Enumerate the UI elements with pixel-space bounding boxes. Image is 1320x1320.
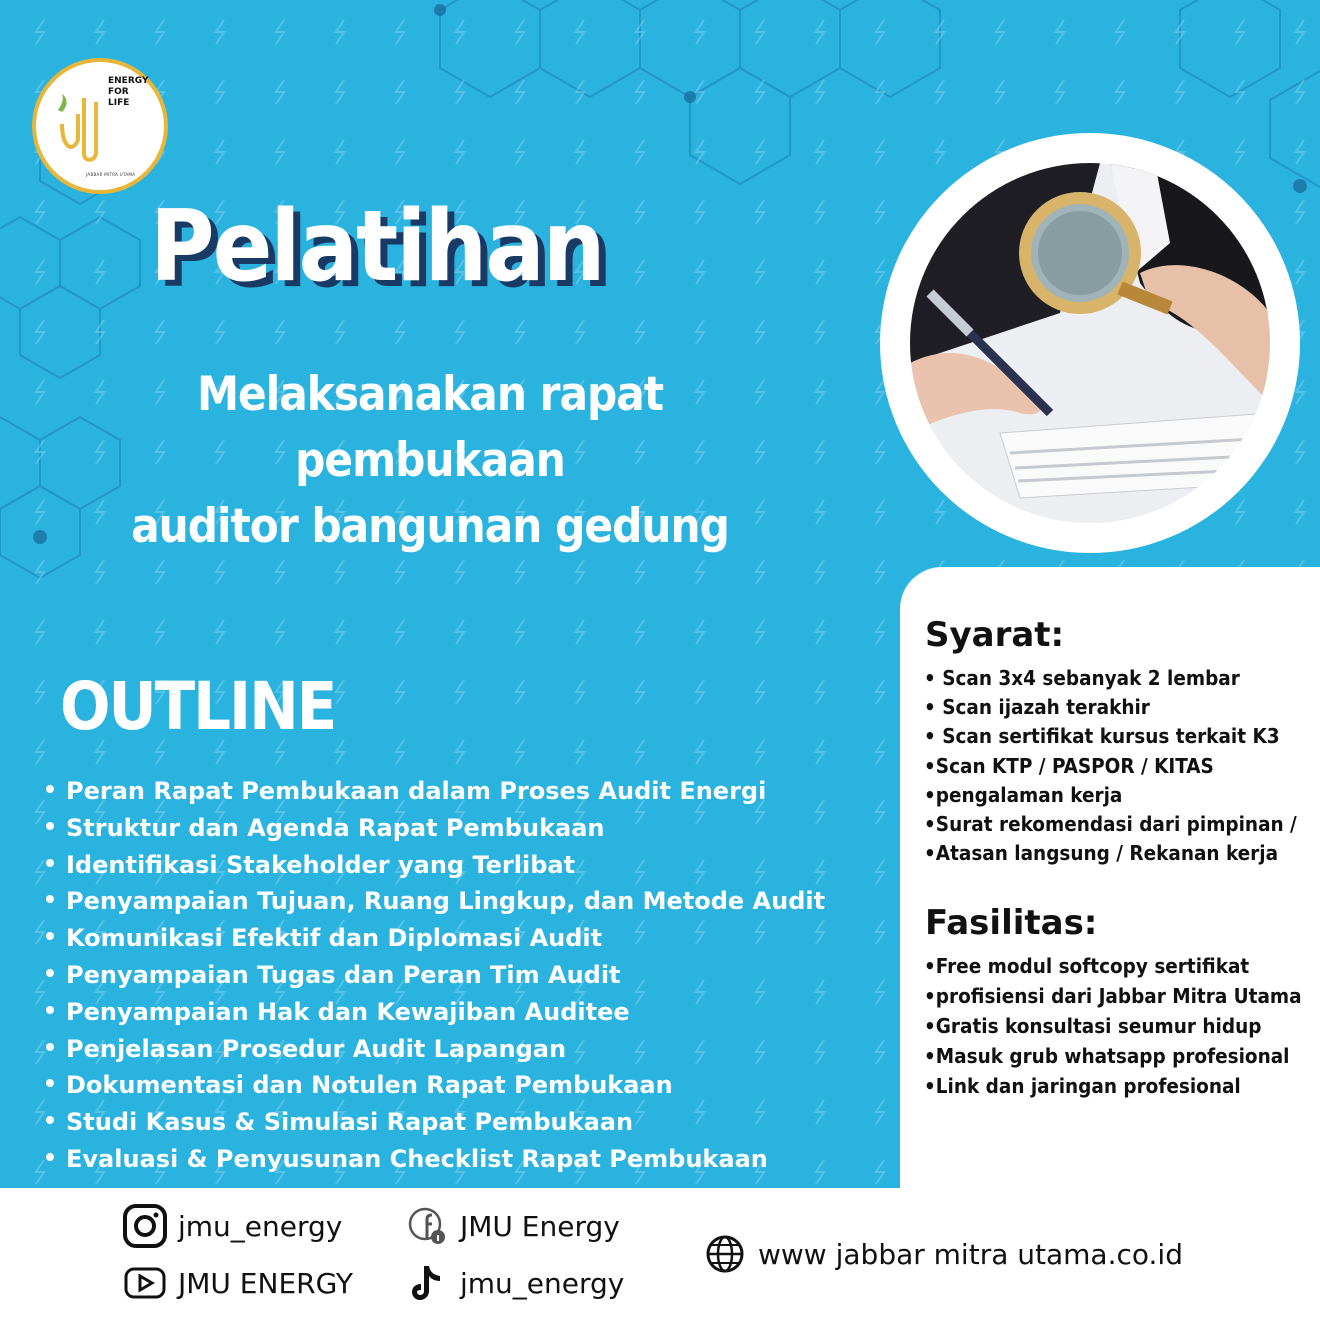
bolt-pattern-icon xyxy=(576,140,584,164)
tiktok-link[interactable] xyxy=(404,1260,624,1306)
bolt-pattern-icon xyxy=(276,20,284,44)
bolt-pattern-icon xyxy=(36,680,44,704)
bolt-pattern-icon xyxy=(456,80,464,104)
bolt-pattern-icon xyxy=(816,140,824,164)
magnifying-glass-photo-icon xyxy=(910,163,1270,523)
page-title: Pelatihan xyxy=(150,190,604,304)
bolt-pattern-icon xyxy=(216,20,224,44)
bullet-icon xyxy=(46,859,54,867)
bolt-pattern-icon xyxy=(1056,20,1064,44)
bolt-pattern-icon xyxy=(336,620,344,644)
bolt-pattern-icon xyxy=(516,320,524,344)
syarat-heading: Syarat: xyxy=(925,615,1065,655)
bolt-pattern-icon xyxy=(36,1160,44,1184)
bolt-pattern-icon xyxy=(36,200,44,224)
bolt-pattern-icon xyxy=(276,620,284,644)
bolt-pattern-icon xyxy=(1116,20,1124,44)
bolt-pattern-icon xyxy=(576,620,584,644)
outline-item-text: Identifikasi Stakeholder yang Terlibat xyxy=(66,850,576,879)
bolt-pattern-icon xyxy=(36,20,44,44)
bolt-pattern-icon xyxy=(336,20,344,44)
bolt-pattern-icon xyxy=(1176,80,1184,104)
bolt-pattern-icon xyxy=(1296,20,1304,44)
bolt-pattern-icon xyxy=(636,260,644,284)
bolt-pattern-icon xyxy=(876,860,884,884)
bolt-pattern-icon xyxy=(516,740,524,764)
bolt-pattern-icon xyxy=(36,980,44,1004)
bolt-pattern-icon xyxy=(36,620,44,644)
outline-item-text: Komunikasi Efektif dan Diplomasi Audit xyxy=(66,924,603,953)
bolt-pattern-icon xyxy=(876,1040,884,1064)
bolt-pattern-icon xyxy=(36,740,44,764)
logo-line-3: LIFE xyxy=(108,98,130,108)
logo-line-2: FOR xyxy=(108,87,129,97)
bolt-pattern-icon xyxy=(996,20,1004,44)
bolt-pattern-icon xyxy=(816,80,824,104)
bolt-pattern-icon xyxy=(396,680,404,704)
bolt-pattern-icon xyxy=(396,20,404,44)
facebook-page: JMU Energy xyxy=(460,1209,620,1243)
bolt-pattern-icon xyxy=(876,500,884,524)
outline-item-text: Studi Kasus & Simulasi Rapat Pembukaan xyxy=(66,1108,634,1137)
bolt-pattern-icon xyxy=(336,80,344,104)
bolt-pattern-icon xyxy=(516,560,524,584)
bolt-pattern-icon xyxy=(396,560,404,584)
bolt-pattern-icon xyxy=(96,200,104,224)
outline-item xyxy=(46,957,825,994)
bolt-pattern-icon xyxy=(1296,380,1304,404)
bolt-pattern-icon xyxy=(216,320,224,344)
fasilitas-heading: Fasilitas: xyxy=(925,903,1098,943)
bolt-pattern-icon xyxy=(516,620,524,644)
bolt-pattern-icon xyxy=(636,80,644,104)
bolt-pattern-icon xyxy=(876,680,884,704)
facebook-icon xyxy=(404,1203,450,1249)
bullet-icon xyxy=(46,932,54,940)
bullet-icon xyxy=(46,1006,54,1014)
bolt-pattern-icon xyxy=(1296,500,1304,524)
facebook-link[interactable] xyxy=(404,1203,620,1249)
syarat-item: • Scan sertifikat kursus terkait K3 xyxy=(924,724,1280,749)
bolt-pattern-icon xyxy=(36,860,44,884)
outline-item xyxy=(46,1031,825,1068)
outline-item-text: Penyampaian Tugas dan Peran Tim Audit xyxy=(66,960,621,989)
syarat-list xyxy=(924,664,1297,868)
bolt-pattern-icon xyxy=(876,80,884,104)
bullet-icon xyxy=(46,895,54,903)
bolt-pattern-icon xyxy=(696,740,704,764)
instagram-handle: jmu_energy xyxy=(178,1209,343,1243)
bolt-pattern-icon xyxy=(516,680,524,704)
outline-item xyxy=(46,1104,825,1141)
bolt-pattern-icon xyxy=(696,560,704,584)
photo-frame xyxy=(880,133,1300,553)
bolt-pattern-icon xyxy=(276,80,284,104)
fasilitas-item: •Masuk grub whatsapp profesional xyxy=(924,1044,1290,1068)
bolt-pattern-icon xyxy=(576,320,584,344)
bolt-pattern-icon xyxy=(1116,80,1124,104)
bolt-pattern-icon xyxy=(636,680,644,704)
bolt-pattern-icon xyxy=(576,680,584,704)
outline-item xyxy=(46,810,825,847)
bolt-pattern-icon xyxy=(576,80,584,104)
youtube-link[interactable] xyxy=(122,1260,353,1306)
bolt-pattern-icon xyxy=(516,80,524,104)
bolt-pattern-icon xyxy=(96,620,104,644)
bullet-icon xyxy=(46,1079,54,1087)
bolt-pattern-icon xyxy=(816,680,824,704)
bolt-pattern-icon xyxy=(456,560,464,584)
tiktok-handle: jmu_energy xyxy=(460,1266,625,1300)
bolt-pattern-icon xyxy=(36,500,44,524)
fasilitas-item: •profisiensi dari Jabbar Mitra Utama xyxy=(924,984,1302,1008)
bolt-pattern-icon xyxy=(816,560,824,584)
bolt-pattern-icon xyxy=(756,620,764,644)
bolt-pattern-icon xyxy=(876,1100,884,1124)
bolt-pattern-icon xyxy=(36,1100,44,1124)
tiktok-icon xyxy=(404,1260,450,1306)
bolt-pattern-icon xyxy=(1296,200,1304,224)
bolt-pattern-icon xyxy=(216,80,224,104)
bolt-pattern-icon xyxy=(876,920,884,944)
bolt-pattern-icon xyxy=(876,560,884,584)
syarat-item: •Atasan langsung / Rekanan kerja xyxy=(924,841,1279,866)
globe-icon xyxy=(702,1231,748,1277)
bolt-pattern-icon xyxy=(456,20,464,44)
outline-item xyxy=(46,883,825,920)
outline-item xyxy=(46,1141,825,1178)
outline-item-text: Struktur dan Agenda Rapat Pembukaan xyxy=(66,813,605,842)
footer xyxy=(0,1188,1320,1320)
logo-company-name: JABBAR MITRA UTAMA xyxy=(86,172,136,177)
bolt-pattern-icon xyxy=(1236,80,1244,104)
bolt-pattern-icon xyxy=(336,560,344,584)
bolt-pattern-icon xyxy=(1296,140,1304,164)
bolt-pattern-icon xyxy=(156,560,164,584)
bolt-pattern-icon xyxy=(756,20,764,44)
bolt-pattern-icon xyxy=(816,440,824,464)
subtitle-line-1: Melaksanakan rapat pembukaan xyxy=(196,367,664,488)
bolt-pattern-icon xyxy=(276,320,284,344)
bolt-pattern-icon xyxy=(696,200,704,224)
bolt-pattern-icon xyxy=(876,200,884,224)
bolt-pattern-icon xyxy=(1236,140,1244,164)
bolt-pattern-icon xyxy=(756,200,764,224)
bolt-pattern-icon xyxy=(636,200,644,224)
bolt-pattern-icon xyxy=(1056,80,1064,104)
bolt-pattern-icon xyxy=(456,140,464,164)
subtitle xyxy=(60,362,800,560)
bolt-pattern-icon xyxy=(276,560,284,584)
bolt-pattern-icon xyxy=(816,260,824,284)
outline-item-text: Peran Rapat Pembukaan dalam Proses Audit Energi xyxy=(66,777,767,805)
bolt-pattern-icon xyxy=(36,320,44,344)
bolt-pattern-icon xyxy=(36,260,44,284)
bolt-pattern-icon xyxy=(576,20,584,44)
bolt-pattern-icon xyxy=(636,620,644,644)
brand-logo xyxy=(32,58,168,194)
bolt-pattern-icon xyxy=(756,680,764,704)
bolt-pattern-icon xyxy=(336,740,344,764)
bullet-icon xyxy=(46,785,54,793)
bolt-pattern-icon xyxy=(756,260,764,284)
outline-item xyxy=(46,847,825,884)
fasilitas-item: •Gratis konsultasi seumur hidup xyxy=(924,1014,1262,1038)
bolt-pattern-icon xyxy=(36,800,44,824)
logo-line-1: ENERGY xyxy=(108,76,149,86)
bolt-pattern-icon xyxy=(396,140,404,164)
syarat-item: •pengalaman kerja xyxy=(924,782,1123,807)
outline-item-text: Dokumentasi dan Notulen Rapat Pembukaan xyxy=(66,1071,673,1100)
bolt-pattern-icon xyxy=(636,560,644,584)
syarat-item: •Scan KTP / PASPOR / KITAS xyxy=(924,753,1214,778)
bolt-pattern-icon xyxy=(636,140,644,164)
bolt-pattern-icon xyxy=(696,20,704,44)
fasilitas-item: •Free modul softcopy sertifikat xyxy=(924,954,1250,978)
bolt-pattern-icon xyxy=(396,80,404,104)
bolt-pattern-icon xyxy=(156,620,164,644)
logo-mark-icon xyxy=(52,84,112,166)
outline-list xyxy=(46,773,825,1178)
bullet-icon xyxy=(46,969,54,977)
bolt-pattern-icon xyxy=(756,320,764,344)
bolt-pattern-icon xyxy=(816,500,824,524)
bolt-pattern-icon xyxy=(876,980,884,1004)
bolt-pattern-icon xyxy=(516,20,524,44)
bolt-pattern-icon xyxy=(876,440,884,464)
bullet-icon xyxy=(46,822,54,830)
bolt-pattern-icon xyxy=(1236,20,1244,44)
outline-item-text: Penyampaian Hak dan Kewajiban Auditee xyxy=(66,997,630,1026)
bolt-pattern-icon xyxy=(1296,260,1304,284)
bolt-pattern-icon xyxy=(756,740,764,764)
bolt-pattern-icon xyxy=(816,380,824,404)
instagram-icon xyxy=(122,1203,168,1249)
bolt-pattern-icon xyxy=(936,500,944,524)
syarat-item: • Scan 3x4 sebanyak 2 lembar xyxy=(924,666,1240,690)
bolt-pattern-icon xyxy=(276,140,284,164)
bolt-pattern-icon xyxy=(456,320,464,344)
website-url: www jabbar mitra utama.co.id xyxy=(758,1237,1183,1271)
youtube-channel: JMU ENERGY xyxy=(178,1266,353,1300)
bolt-pattern-icon xyxy=(336,140,344,164)
bolt-pattern-icon xyxy=(36,380,44,404)
syarat-item: • Scan ijazah terakhir xyxy=(924,695,1150,720)
instagram-link[interactable] xyxy=(122,1203,342,1249)
bolt-pattern-icon xyxy=(696,260,704,284)
bolt-pattern-icon xyxy=(816,320,824,344)
outline-item xyxy=(46,773,825,810)
bolt-pattern-icon xyxy=(756,80,764,104)
bolt-pattern-icon xyxy=(636,740,644,764)
bolt-pattern-icon xyxy=(756,140,764,164)
syarat-item: •Surat rekomendasi dari pimpinan / xyxy=(924,812,1297,837)
bolt-pattern-icon xyxy=(876,740,884,764)
bolt-pattern-icon xyxy=(876,620,884,644)
outline-item-text: Evaluasi & Penyusunan Checklist Rapat Pembukaan xyxy=(66,1144,768,1173)
bolt-pattern-icon xyxy=(1236,500,1244,524)
bolt-pattern-icon xyxy=(336,320,344,344)
bolt-pattern-icon xyxy=(216,620,224,644)
bolt-pattern-icon xyxy=(696,680,704,704)
bolt-pattern-icon xyxy=(816,20,824,44)
outline-item-text: Penjelasan Prosedur Audit Lapangan xyxy=(66,1034,567,1063)
bolt-pattern-icon xyxy=(816,200,824,224)
bolt-pattern-icon xyxy=(96,20,104,44)
bolt-pattern-icon xyxy=(876,800,884,824)
bolt-pattern-icon xyxy=(876,20,884,44)
fasilitas-list xyxy=(924,951,1304,1101)
logo-text xyxy=(108,76,148,109)
fasilitas-item: •Link dan jaringan profesional xyxy=(924,1074,1241,1098)
bolt-pattern-icon xyxy=(96,560,104,584)
bolt-pattern-icon xyxy=(396,620,404,644)
bolt-pattern-icon xyxy=(696,80,704,104)
bullet-icon xyxy=(46,1153,54,1161)
bolt-pattern-icon xyxy=(756,560,764,584)
bolt-pattern-icon xyxy=(816,620,824,644)
bolt-pattern-icon xyxy=(36,920,44,944)
bolt-pattern-icon xyxy=(516,140,524,164)
youtube-icon xyxy=(122,1260,168,1306)
bolt-pattern-icon xyxy=(216,140,224,164)
bolt-pattern-icon xyxy=(36,1040,44,1064)
bolt-pattern-icon xyxy=(396,740,404,764)
bolt-pattern-icon xyxy=(456,620,464,644)
audit-photo xyxy=(910,163,1270,523)
bolt-pattern-icon xyxy=(996,80,1004,104)
bolt-pattern-icon xyxy=(156,320,164,344)
info-card xyxy=(900,567,1320,1197)
bolt-pattern-icon xyxy=(576,560,584,584)
bolt-pattern-icon xyxy=(876,1160,884,1184)
bolt-pattern-icon xyxy=(336,680,344,704)
bolt-pattern-icon xyxy=(576,740,584,764)
bolt-pattern-icon xyxy=(396,320,404,344)
bolt-pattern-icon xyxy=(456,680,464,704)
bolt-pattern-icon xyxy=(876,140,884,164)
bolt-pattern-icon xyxy=(696,320,704,344)
bolt-pattern-icon xyxy=(456,740,464,764)
subtitle-line-2: auditor bangunan gedung xyxy=(131,499,729,554)
bolt-pattern-icon xyxy=(96,260,104,284)
outline-item xyxy=(46,1067,825,1104)
bolt-pattern-icon xyxy=(1296,440,1304,464)
bolt-pattern-icon xyxy=(816,740,824,764)
bolt-pattern-icon xyxy=(876,380,884,404)
bolt-pattern-icon xyxy=(936,80,944,104)
bolt-pattern-icon xyxy=(216,560,224,584)
outline-item xyxy=(46,920,825,957)
bolt-pattern-icon xyxy=(936,140,944,164)
website-link[interactable] xyxy=(702,1231,1183,1277)
bullet-icon xyxy=(46,1116,54,1124)
outline-item-text: Penyampaian Tujuan, Ruang Lingkup, dan Metode Audit xyxy=(66,887,826,916)
outline-item xyxy=(46,994,825,1031)
bolt-pattern-icon xyxy=(156,20,164,44)
bolt-pattern-icon xyxy=(876,260,884,284)
outline-heading: OUTLINE xyxy=(60,668,336,745)
bolt-pattern-icon xyxy=(36,560,44,584)
bolt-pattern-icon xyxy=(696,620,704,644)
bullet-icon xyxy=(46,1043,54,1051)
bolt-pattern-icon xyxy=(636,320,644,344)
